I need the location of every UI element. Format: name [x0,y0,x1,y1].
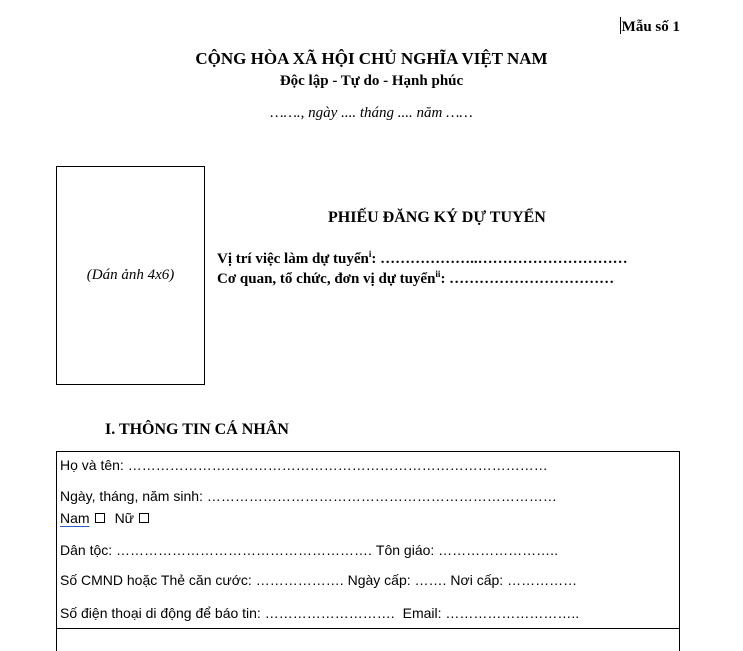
male-checkbox[interactable] [95,513,105,523]
personal-info-table [56,451,680,651]
male-label: Nam [60,510,90,526]
form-number: Mẫu số 1 [621,19,680,35]
agency-dots: : …………………………… [440,271,615,287]
table-row-divider [57,628,679,629]
contact-row [60,605,579,621]
text-cursor [620,17,621,34]
phone-field[interactable]: Số điện thoại di động để báo tin: ………………………. [60,605,395,621]
agency-endnote[interactable]: ii [435,269,441,279]
id-row [60,572,577,588]
nation-heading: CỘNG HÒA XÃ HỘI CHỦ NGHĨA VIỆT NAM [195,49,548,68]
section-title: I. THÔNG TIN CÁ NHÂN [105,421,289,438]
issue-place-field[interactable]: Nơi cấp: …………… [450,572,578,588]
date-line[interactable]: ……., ngày .... tháng .... năm …… [270,105,473,121]
female-label: Nữ [114,510,135,526]
female-checkbox[interactable] [139,513,149,523]
photo-label: (Dán ảnh 4x6) [86,267,175,283]
gender-row [60,510,149,526]
photo-placeholder[interactable] [56,166,205,385]
email-field[interactable]: Email: ……………………….. [402,605,580,621]
agency-field[interactable] [217,269,614,288]
position-field[interactable] [217,249,628,268]
form-title: PHIẾU ĐĂNG KÝ DỰ TUYỂN [328,209,546,226]
ethnicity-religion-row [60,542,558,558]
position-dots: : ………………..………………………… [371,251,628,267]
agency-label: Cơ quan, tổ chức, đơn vị dự tuyển [217,271,436,287]
issue-date-field[interactable]: Ngày cấp: ……. [347,572,447,588]
position-endnote[interactable]: i [368,249,372,259]
female-option[interactable] [115,510,149,526]
position-label: Vị trí việc làm dự tuyển [217,251,369,267]
religion-field[interactable]: Tôn giáo: …………………….. [375,542,558,558]
id-number-field[interactable]: Số CMND hoặc Thẻ căn cước: ………………. [60,572,344,588]
national-motto: Độc lập - Tự do - Hạnh phúc [279,73,464,89]
full-name-row[interactable]: Họ và tên: ……………………………………………………………………………… [60,457,548,473]
ethnicity-field[interactable]: Dân tộc: ………………………………………………. [60,542,372,558]
dob-row[interactable]: Ngày, tháng, năm sinh: ………………………………………………………………… [60,488,557,504]
male-option[interactable] [60,510,105,526]
